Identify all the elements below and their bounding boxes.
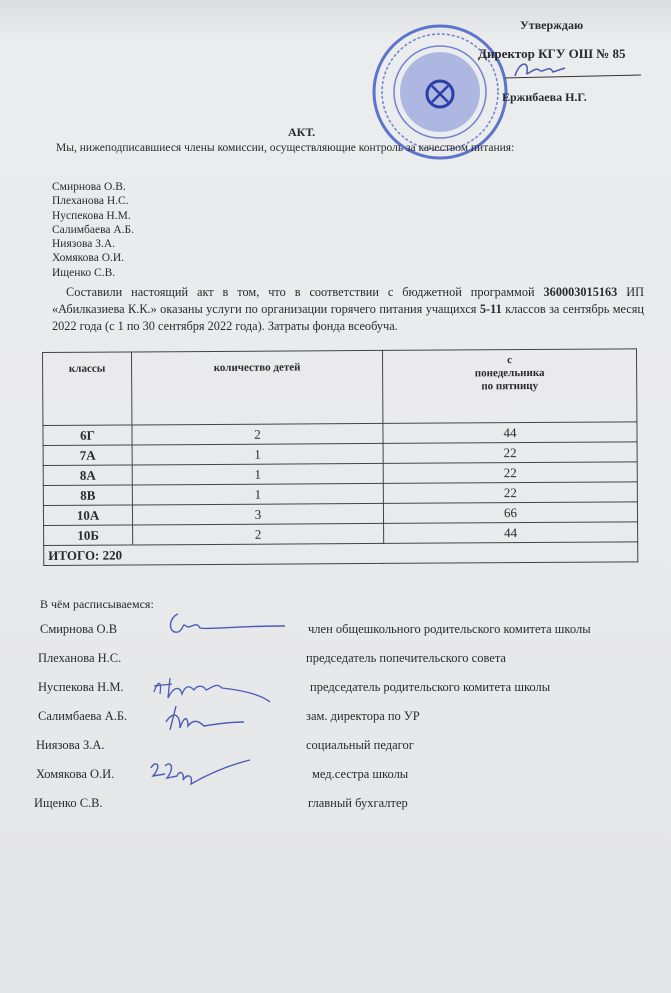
cell-class: 8В <box>43 485 132 506</box>
intro-text: Мы, нижеподписавшиеся члены комиссии, осуществляющие контроль за качеством питания: <box>56 142 515 154</box>
signer-role: мед.сестра школы <box>312 767 409 781</box>
cell-class: 7А <box>43 445 132 466</box>
signer-name: Нуспекова Н.М. <box>38 680 124 694</box>
signer-role: главный бухгалтер <box>308 796 408 810</box>
cell-class: 6Г <box>43 425 132 446</box>
member: Ищенко С.В. <box>52 266 116 279</box>
signer-role: председатель попечительского совета <box>306 651 506 665</box>
cell-class: 8А <box>43 465 132 486</box>
cell-days: 66 <box>383 502 637 524</box>
signature-row <box>36 767 666 787</box>
signer-role: председатель родительского комитета школы <box>310 680 551 694</box>
cell-children: 1 <box>132 463 383 485</box>
director-position: Директор КГУ ОШ № 85 <box>478 46 626 61</box>
cell-children: 2 <box>132 423 383 445</box>
cell-days: 22 <box>383 462 637 484</box>
cell-days: 22 <box>383 442 637 464</box>
header-children: количество детей <box>132 350 383 425</box>
grades: 5-11 <box>479 302 502 316</box>
cell-children: 1 <box>132 483 383 505</box>
signature-khomyakova <box>145 756 255 790</box>
cell-children: 2 <box>133 523 384 545</box>
paragraph-text: Составили настоящий акт в том, что в соответствии с бюджетной программой <box>66 285 544 299</box>
director-signature <box>505 58 645 82</box>
paragraph-text: классов за сентябрь месяц 2022 года (с 1 по 30 сентября 2022 года). Затраты фонда всеобуча. <box>52 302 645 333</box>
header-classes: классы <box>43 352 132 426</box>
act-paragraph <box>52 284 644 335</box>
signer-name: Ищенко С.В. <box>34 796 103 810</box>
document-title: АКТ. <box>288 125 316 139</box>
signer-name: Смирнова О.В <box>40 622 118 636</box>
member: Смирнова О.В. <box>52 181 126 193</box>
cell-children: 1 <box>132 443 383 465</box>
total-cell: ИТОГО: 220 <box>44 542 638 566</box>
members-list <box>52 180 134 280</box>
signature-row <box>40 622 670 642</box>
director-name: Ержибаева Н.Г. <box>502 90 587 104</box>
signature-row <box>34 796 664 816</box>
cell-days: 44 <box>384 522 638 544</box>
signature-row <box>38 651 668 671</box>
approve-label: Утверждаю <box>520 18 584 32</box>
cell-days: 44 <box>383 422 637 444</box>
member: Нуспекова Н.М. <box>52 209 131 222</box>
signer-role: зам. директора по УР <box>306 709 420 723</box>
signature-row <box>38 709 668 729</box>
cell-days: 22 <box>383 482 637 504</box>
signature-row <box>38 680 668 700</box>
meals-table <box>42 348 638 566</box>
signature-smirnova <box>160 608 290 638</box>
signature-salimbaeva <box>160 702 250 734</box>
signature-row <box>36 738 666 758</box>
table-header-row <box>43 349 637 426</box>
signer-name: Плеханова Н.С. <box>38 651 122 665</box>
member: Ниязова З.А. <box>52 238 116 251</box>
cell-class: 10А <box>43 505 132 526</box>
member: Хомякова О.И. <box>52 252 125 265</box>
cell-class: 10Б <box>44 525 133 546</box>
paragraph-text: ИП «Абилказиева К.К.» оказаны услуги по организации горячего питания учащихся <box>52 285 644 316</box>
header-days: с понедельника по пятницу <box>382 349 636 424</box>
signer-name: Ниязова З.А. <box>36 738 105 752</box>
signer-name: Хомякова О.И. <box>36 767 115 781</box>
signer-role: член общешкольного родительского комитета школы <box>308 622 591 636</box>
signer-name: Салимбаева А.Б. <box>38 709 128 723</box>
table-total-row <box>44 542 638 566</box>
cell-children: 3 <box>132 503 383 525</box>
signer-role: социальный педагог <box>306 738 414 752</box>
signatures-heading: В чём расписываемся: <box>40 597 154 611</box>
program-number: 360003015163 <box>543 285 618 299</box>
member: Плеханова Н.С. <box>52 195 129 208</box>
member: Салимбаева А.Б. <box>52 223 135 236</box>
